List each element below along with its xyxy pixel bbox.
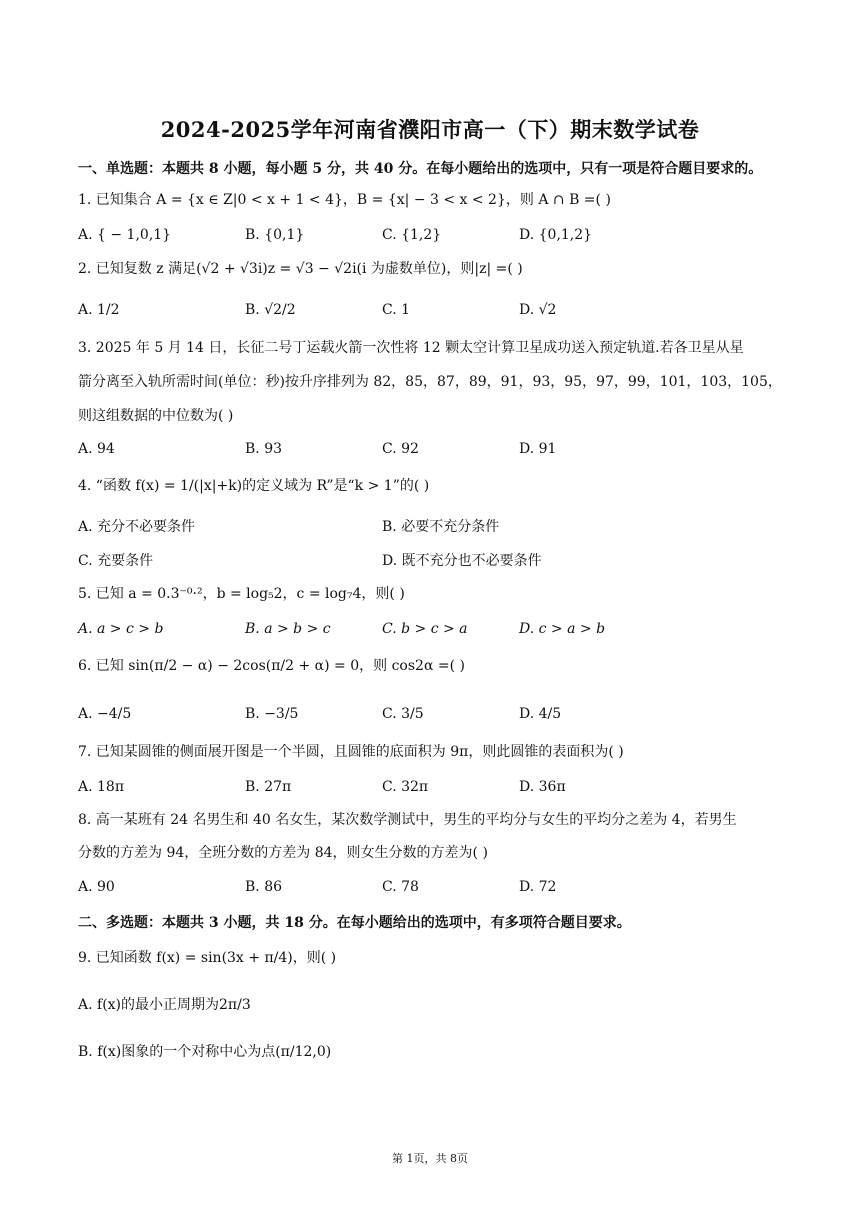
option-c: C. 充要条件 bbox=[78, 553, 154, 569]
section-heading-multiple-choice: 二、多选题：本题共 3 小题，共 18 分。在每小题给出的选项中，有多项符合题目要求。 bbox=[78, 915, 631, 931]
option-b: B. √2/2 bbox=[245, 302, 296, 318]
question-1-options bbox=[78, 224, 798, 246]
question-3-stem-line-2: 箭分离至入轨所需时间(单位：秒)按升序排列为 82，85，87，89，91，93，95，97，99，101，103，105， bbox=[78, 374, 782, 390]
question-8-stem-line-1: 8. 高一某班有 24 名男生和 40 名女生，某次数学测试中，男生的平均分与女生的平均分之差为 4，若男生 bbox=[78, 812, 737, 828]
option-d: D. {0,1,2} bbox=[519, 227, 593, 243]
option-d: D. 36π bbox=[519, 779, 566, 795]
section-heading-single-choice: 一、单选题：本题共 8 小题，每小题 5 分，共 40 分。在每小题给出的选项中，只有一项是符合题目要求的。 bbox=[78, 161, 763, 177]
question-2-options bbox=[78, 299, 798, 321]
option-d: D. c > a > b bbox=[519, 621, 606, 637]
question-3-options bbox=[78, 438, 798, 460]
option-b: B. {0,1} bbox=[245, 227, 305, 243]
question-8-stem-line-2: 分数的方差为 94，全班分数的方差为 84，则女生分数的方差为( ) bbox=[78, 845, 488, 861]
option-a: A. 充分不必要条件 bbox=[78, 519, 196, 535]
question-4-stem: 4. “函数 f(x) = 1/(|x|+k)的定义域为 R”是“k > 1”的( ) bbox=[78, 478, 430, 494]
question-9-option-a: A. f(x)的最小正周期为2π/3 bbox=[78, 997, 251, 1013]
option-c: C. 1 bbox=[382, 302, 411, 318]
option-c: C. 78 bbox=[382, 879, 419, 895]
question-7-stem: 7. 已知某圆锥的侧面展开图是一个半圆，且圆锥的底面积为 9π，则此圆锥的表面积为( ) bbox=[78, 744, 624, 760]
question-6-stem: 6. 已知 sin(π/2 − α) − 2cos(π/2 + α) = 0，则 cos2α =( ) bbox=[78, 658, 465, 674]
option-a: A. 1/2 bbox=[78, 302, 120, 318]
option-c: C. 3/5 bbox=[382, 706, 424, 722]
question-6-options bbox=[78, 703, 798, 725]
question-3-stem-line-1: 3. 2025 年 5 月 14 日，长征二号丁运载火箭一次性将 12 颗太空计算卫星成功送入预定轨道.若各卫星从星 bbox=[78, 340, 744, 356]
question-7-options bbox=[78, 776, 798, 798]
option-c: C. 92 bbox=[382, 441, 419, 457]
option-d: D. 4/5 bbox=[519, 706, 562, 722]
option-b: B. 27π bbox=[245, 779, 292, 795]
page-footer: 第 1页，共 8页 bbox=[392, 1152, 468, 1165]
option-b: B. 86 bbox=[245, 879, 283, 895]
question-4-options-row-2 bbox=[78, 550, 798, 572]
option-c: C. {1,2} bbox=[382, 227, 442, 243]
option-b: B. a > b > c bbox=[245, 621, 331, 637]
option-b: B. 93 bbox=[245, 441, 283, 457]
question-2-stem: 2. 已知复数 z 满足(√2 + √3i)z = √3 − √2i(i 为虚数单位)，则|z| =( ) bbox=[78, 261, 523, 277]
option-b: B. 必要不充分条件 bbox=[382, 519, 500, 535]
option-c: C. b > c > a bbox=[382, 621, 468, 637]
option-c: C. 32π bbox=[382, 779, 429, 795]
question-8-options bbox=[78, 876, 798, 898]
page-title: 2024-2025学年河南省濮阳市高一（下）期末数学试卷 bbox=[160, 117, 700, 142]
question-1-stem: 1. 已知集合 A = {x ∈ Z|0 < x + 1 < 4}，B = {x| − 3 < x < 2}，则 A ∩ B =( ) bbox=[78, 192, 611, 208]
question-4-options-row-1 bbox=[78, 516, 798, 538]
question-5-options bbox=[78, 618, 798, 640]
option-a: A. a > c > b bbox=[78, 621, 164, 637]
option-d: D. √2 bbox=[519, 302, 557, 318]
option-d: D. 72 bbox=[519, 879, 557, 895]
option-a: A. 90 bbox=[78, 879, 115, 895]
question-3-stem-line-3: 则这组数据的中位数为( ) bbox=[78, 408, 234, 424]
option-d: D. 91 bbox=[519, 441, 557, 457]
question-9-stem: 9. 已知函数 f(x) = sin(3x + π/4)，则( ) bbox=[78, 950, 337, 966]
question-9-option-b: B. f(x)图象的一个对称中心为点(π/12,0) bbox=[78, 1044, 332, 1060]
option-b: B. −3/5 bbox=[245, 706, 299, 722]
option-a: A. 18π bbox=[78, 779, 125, 795]
option-d: D. 既不充分也不必要条件 bbox=[382, 553, 542, 569]
question-5-stem: 5. 已知 a = 0.3⁻⁰·²，b = log₅2，c = log₇4，则( ) bbox=[78, 586, 405, 602]
option-a: A. { − 1,0,1} bbox=[78, 227, 172, 243]
option-a: A. −4/5 bbox=[78, 706, 132, 722]
option-a: A. 94 bbox=[78, 441, 115, 457]
